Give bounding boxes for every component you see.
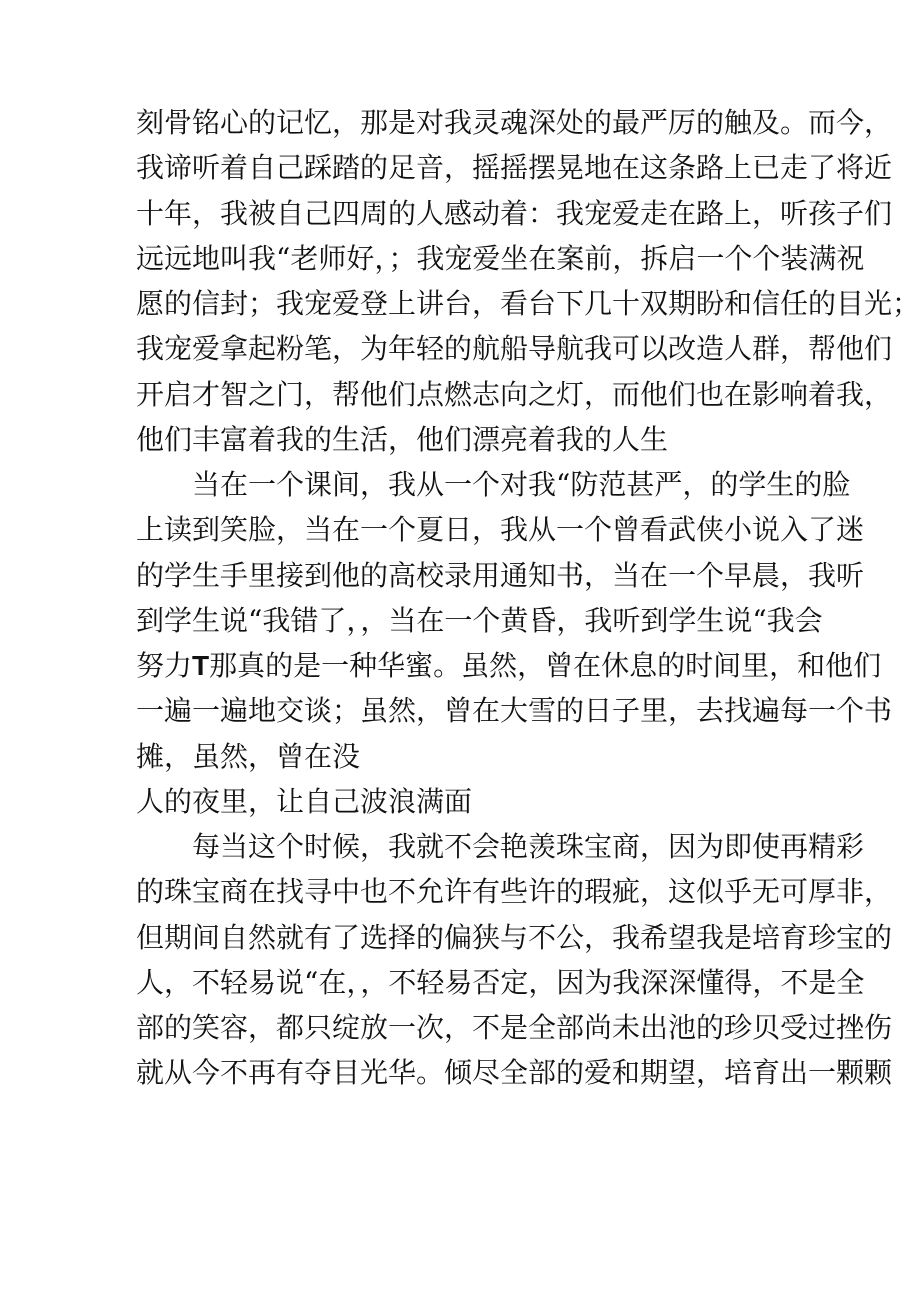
text-line: 远远地叫我“老师好，；我宠爱坐在案前，拆启一个个装满祝 <box>136 241 865 275</box>
text-line: 部的笑容，都只绽放一次，不是全部尚未出池的珍贝受过挫伤 <box>136 1011 893 1044</box>
text-line: 开启才智之门，帮他们点燃志向之灯，而他们也在影响着我， <box>136 377 893 411</box>
text-fragment: 那真的是一种华蜜。虽然，曾在休息的时间里，和他们 <box>209 649 882 682</box>
text-line: 我宠爱拿起粉笔，为年轻的航船导航我可以改造人群，帮他们 <box>136 332 893 366</box>
text-fragment-bold: T <box>192 650 210 681</box>
text-line: 上读到笑脸，当在一个夏日，我从一个曾看武侠小说入了迷 <box>136 513 865 547</box>
text-line: 刻骨铭心的记忆，那是对我灵魂深处的最严厉的触及。而今， <box>136 106 893 139</box>
text-line: 他们丰富着我的生活，他们漂亮着我的人生 <box>136 422 669 456</box>
text-line: 的珠宝商在找寻中也不允许有些许的瑕疵，这似乎无可厚非， <box>136 875 893 909</box>
text-line: 但期间自然就有了选择的偏狭与不公，我希望我是培育珍宝的 <box>136 920 893 954</box>
text-line: 每当这个时候，我就不会艳羡珠宝商，因为即使再精彩 <box>192 830 865 863</box>
text-line: 到学生说“我错了，，当在一个黄昏，我听到学生说“我会 <box>136 603 823 637</box>
text-line <box>136 644 882 688</box>
text-fragment: 努力 <box>136 649 193 682</box>
text-line: 人的夜里，让自己波浪满面 <box>136 784 473 818</box>
text-line: 愿的信封；我宠爱登上讲台，看台下几十双期盼和信任的目光； <box>136 287 920 320</box>
text-line: 当在一个课间，我从一个对我“防范甚严，的学生的脸 <box>192 468 851 501</box>
text-line: 摊，虽然，曾在没 <box>136 739 361 773</box>
text-line: 十年，我被自己四周的人感动着：我宠爱走在路上，听孩子们 <box>136 196 893 230</box>
text-line: 就从今不再有夺目光华。倾尽全部的爱和期望，培育出一颗颗 <box>136 1056 893 1090</box>
text-line: 的学生手里接到他的高校录用通知书，当在一个早晨，我听 <box>136 558 865 592</box>
text-line: 一遍一遍地交谈；虽然，曾在大雪的日子里，去找遍每一个书 <box>136 694 893 728</box>
text-line: 我谛听着自己踩踏的足音，摇摇摆晃地在这条路上已走了将近 <box>136 151 893 185</box>
text-line: 人，不轻易说“在，，不轻易否定，因为我深深懂得，不是全 <box>136 965 865 999</box>
paragraph-teacher-reflection <box>136 101 920 1097</box>
